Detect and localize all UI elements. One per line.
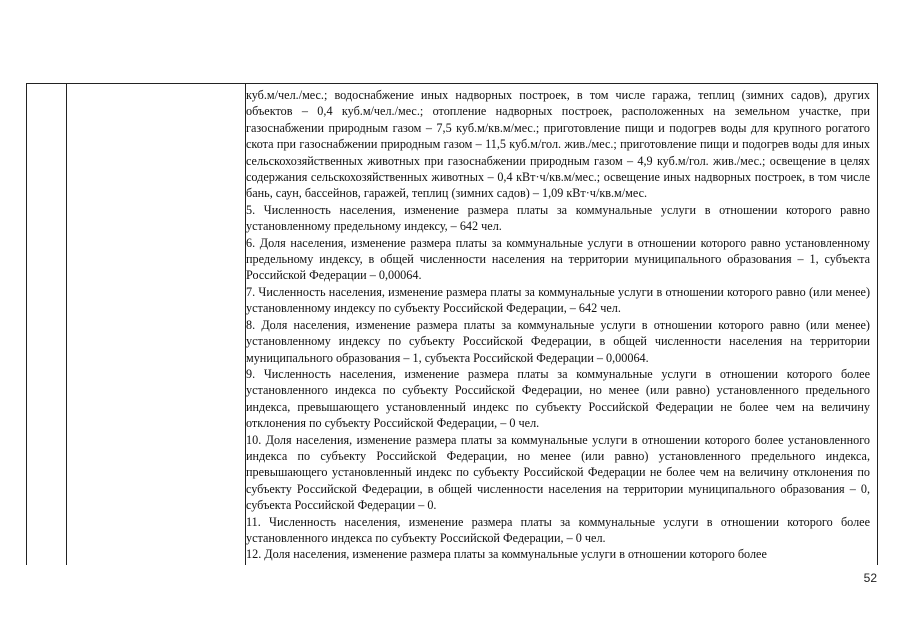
paragraph-item-8: 8. Доля населения, изменение размера платы за коммунальные услуги в отношении которого равно (или менее) установленному индексу по субъекту Российской Федерации, в общей численности населения на территории муниципального образования – 1, субъекта Российской Федерации – 0,00064. [246, 317, 870, 365]
paragraph-item-11: 11. Численность населения, изменение размера платы за коммунальные услуги в отношении которого более установленного индекса по субъекту Российской Федерации, – 0 чел. [246, 514, 870, 545]
page-number: 52 [863, 571, 877, 585]
table-column-number [27, 84, 67, 565]
paragraph-consumption-norms: куб.м/чел./мес.; водоснабжение иных надворных построек, в том числе гаража, теплиц (зимних садов), других объектов – 0,4 куб.м/чел./мес.; отопление надворных построек, расположенных на земельном участке, при газоснабжении природным газом – 7,5 куб.м/кв.м/мес.; приготовление пищи и подогрев воды для крупного рогатого скота при газоснабжении природным газом – 11,5 куб.м/гол. жив./мес.; приготовление пищи и подогрев воды для иных сельскохозяйственных животных при газоснабжении природным газом – 4,9 куб.м/гол. жив./мес.; освещение в целях содержания сельскохозяйственных животных – 0,4 кВт·ч/кв.м/мес.; освещение иных надворных построек, в том числе бань, саун, бассейнов, гаражей, теплиц (зимних садов) – 1,09 кВт·ч/кв.м/мес. [246, 88, 870, 201]
document-table [26, 83, 878, 565]
table-column-name [67, 84, 246, 565]
paragraph-item-6: 6. Доля населения, изменение размера платы за коммунальные услуги в отношении которого равно установленному предельному индексу, в общей численности населения на территории муниципального образования – 1, субъекта Российской Федерации – 0,00064. [246, 235, 870, 283]
table-cell-description [246, 87, 870, 563]
paragraph-item-9: 9. Численность населения, изменение размера платы за коммунальные услуги в отношении которого более установленного индекса по субъекту Российской Федерации, но менее (или равно) установленного предельного индекса, превышающего установленный индекс по субъекту Российской Федерации не более чем на величину отклонения по субъекту Российской Федерации, – 0 чел. [246, 366, 870, 431]
paragraph-item-7: 7. Численность населения, изменение размера платы за коммунальные услуги в отношении которого равно (или менее) установленному индексу по субъекту Российской Федерации, – 642 чел. [246, 284, 870, 316]
paragraph-item-10: 10. Доля населения, изменение размера платы за коммунальные услуги в отношении которого более установленного индекса по субъекту Российской Федерации, но менее (или равно) установленного предельного индекса, превышающего установленный индекс по субъекту Российской Федерации не более чем на величину отклонения по субъекту Российской Федерации, в общей численности населения на территории муниципального образования – 0, субъекта Российской Федерации – 0. [246, 432, 870, 513]
paragraph-item-5: 5. Численность населения, изменение размера платы за коммунальные услуги в отношении которого равно установленному предельному индексу, – 642 чел. [246, 202, 870, 234]
paragraph-item-12: 12. Доля населения, изменение размера платы за коммунальные услуги в отношении которого более [246, 547, 767, 562]
